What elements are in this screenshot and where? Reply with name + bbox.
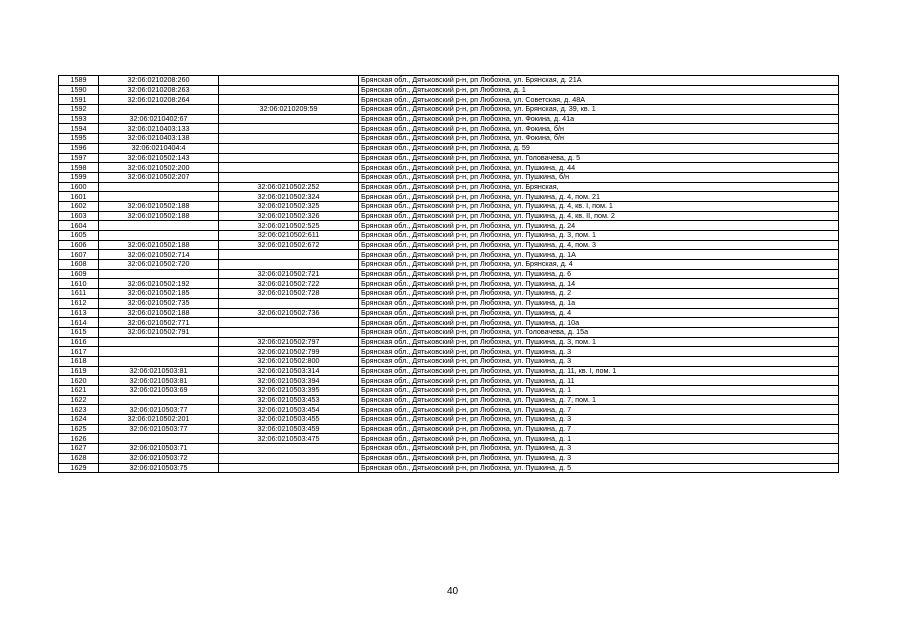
table-row [59, 153, 839, 163]
parcel-number-cell: 32:06:0210503:81 [99, 376, 219, 386]
object-number-cell: 32:06:0210502:722 [219, 279, 359, 289]
object-number-cell [219, 143, 359, 153]
object-number-cell: 32:06:0210503:453 [219, 395, 359, 405]
row-number-cell: 1611 [59, 289, 99, 299]
table-row [59, 231, 839, 241]
parcel-number-cell: 32:06:0210503:69 [99, 386, 219, 396]
parcel-number-cell: 32:06:0210502:771 [99, 318, 219, 328]
table-row [59, 134, 839, 144]
row-number-cell: 1623 [59, 405, 99, 415]
table-row [59, 453, 839, 463]
row-number-cell: 1622 [59, 395, 99, 405]
object-number-cell [219, 463, 359, 473]
row-number-cell: 1597 [59, 153, 99, 163]
row-number-cell: 1604 [59, 221, 99, 231]
row-number-cell: 1629 [59, 463, 99, 473]
address-cell: Брянская обл., Дятьковский р-н, рп Любохна, ул. Пушкина, д. 2 [359, 289, 839, 299]
object-number-cell: 32:06:0210503:395 [219, 386, 359, 396]
object-number-cell [219, 172, 359, 182]
object-number-cell [219, 327, 359, 337]
table-row [59, 308, 839, 318]
object-number-cell [219, 250, 359, 260]
table-row [59, 386, 839, 396]
table-row [59, 201, 839, 211]
table-row [59, 250, 839, 260]
table-row [59, 260, 839, 270]
address-cell: Брянская обл., Дятьковский р-н, рп Любохна, ул. Пушкина, д. 3 [359, 356, 839, 366]
page-number: 40 [446, 586, 459, 597]
table-row [59, 269, 839, 279]
parcel-number-cell: 32:06:0210404:4 [99, 143, 219, 153]
address-cell: Брянская обл., Дятьковский р-н, рп Любохна, ул. Пушкина, д. 7, пом. 1 [359, 395, 839, 405]
table-row [59, 434, 839, 444]
cadastral-table [58, 75, 839, 473]
parcel-number-cell: 32:06:0210402:67 [99, 114, 219, 124]
address-cell: Брянская обл., Дятьковский р-н, рп Любохна, ул. Фокина, б/н [359, 134, 839, 144]
row-number-cell: 1617 [59, 347, 99, 357]
parcel-number-cell: 32:06:0210502:188 [99, 240, 219, 250]
object-number-cell [219, 114, 359, 124]
row-number-cell: 1626 [59, 434, 99, 444]
table-row [59, 424, 839, 434]
address-cell: Брянская обл., Дятьковский р-н, рп Любохна, ул. Пушкина, б/н [359, 172, 839, 182]
object-number-cell: 32:06:0210502:252 [219, 182, 359, 192]
row-number-cell: 1593 [59, 114, 99, 124]
parcel-number-cell: 32:06:0210502:192 [99, 279, 219, 289]
row-number-cell: 1601 [59, 192, 99, 202]
address-cell: Брянская обл., Дятьковский р-н, рп Любохна, ул. Пушкина, д. 4, пом. 21 [359, 192, 839, 202]
row-number-cell: 1624 [59, 415, 99, 425]
address-cell: Брянская обл., Дятьковский р-н, рп Любохна, д. 1 [359, 85, 839, 95]
address-cell: Брянская обл., Дятьковский р-н, рп Любохна, ул. Пушкина, д. 24 [359, 221, 839, 231]
table-row [59, 95, 839, 105]
row-number-cell: 1605 [59, 231, 99, 241]
address-cell: Брянская обл., Дятьковский р-н, рп Любохна, ул. Пушкина, д. 5 [359, 463, 839, 473]
address-cell: Брянская обл., Дятьковский р-н, рп Любохна, ул. Пушкина, д. 4, пом. 3 [359, 240, 839, 250]
row-number-cell: 1618 [59, 356, 99, 366]
object-number-cell: 32:06:0210502:672 [219, 240, 359, 250]
table-row [59, 221, 839, 231]
row-number-cell: 1610 [59, 279, 99, 289]
table-row [59, 182, 839, 192]
table-row [59, 279, 839, 289]
object-number-cell: 32:06:0210502:525 [219, 221, 359, 231]
address-cell: Брянская обл., Дятьковский р-н, рп Любохна, ул. Пушкина, д. 6 [359, 269, 839, 279]
table-row [59, 463, 839, 473]
row-number-cell: 1592 [59, 105, 99, 115]
object-number-cell [219, 260, 359, 270]
address-cell: Брянская обл., Дятьковский р-н, рп Любохна, ул. Пушкина, д. 1а [359, 298, 839, 308]
row-number-cell: 1603 [59, 211, 99, 221]
address-cell: Брянская обл., Дятьковский р-н, рп Любохна, ул. Пушкина, д. 3 [359, 347, 839, 357]
table-row [59, 114, 839, 124]
address-cell: Брянская обл., Дятьковский р-н, рп Любохна, ул. Пушкина, д. 11 [359, 376, 839, 386]
table-row [59, 85, 839, 95]
object-number-cell: 32:06:0210502:324 [219, 192, 359, 202]
table-row [59, 444, 839, 454]
object-number-cell [219, 95, 359, 105]
table-row [59, 163, 839, 173]
parcel-number-cell [99, 221, 219, 231]
parcel-number-cell: 32:06:0210503:77 [99, 405, 219, 415]
parcel-number-cell: 32:06:0210502:188 [99, 201, 219, 211]
address-cell: Брянская обл., Дятьковский р-н, рп Любохна, ул. Брянская, [359, 182, 839, 192]
table-row [59, 327, 839, 337]
object-number-cell [219, 318, 359, 328]
row-number-cell: 1612 [59, 298, 99, 308]
address-cell: Брянская обл., Дятьковский р-н, рп Любохна, ул. Фокина, д. 41а [359, 114, 839, 124]
object-number-cell [219, 76, 359, 86]
parcel-number-cell [99, 356, 219, 366]
address-cell: Брянская обл., Дятьковский р-н, рп Любохна, ул. Брянская, д. 21А [359, 76, 839, 86]
address-cell: Брянская обл., Дятьковский р-н, рп Любохна, ул. Пушкина, д. 3 [359, 453, 839, 463]
parcel-number-cell [99, 347, 219, 357]
row-number-cell: 1625 [59, 424, 99, 434]
parcel-number-cell [99, 269, 219, 279]
object-number-cell: 32:06:0210503:455 [219, 415, 359, 425]
parcel-number-cell [99, 182, 219, 192]
row-number-cell: 1616 [59, 337, 99, 347]
address-cell: Брянская обл., Дятьковский р-н, рп Любохна, ул. Фокина, б/н [359, 124, 839, 134]
address-cell: Брянская обл., Дятьковский р-н, рп Любохна, ул. Пушкина, д. 14 [359, 279, 839, 289]
object-number-cell [219, 85, 359, 95]
row-number-cell: 1621 [59, 386, 99, 396]
table-row [59, 298, 839, 308]
parcel-number-cell [99, 105, 219, 115]
row-number-cell: 1628 [59, 453, 99, 463]
table-row [59, 211, 839, 221]
object-number-cell [219, 453, 359, 463]
address-cell: Брянская обл., Дятьковский р-н, рп Любохна, ул. Брянская, д. 39, кв. 1 [359, 105, 839, 115]
table-row [59, 395, 839, 405]
parcel-number-cell [99, 192, 219, 202]
parcel-number-cell: 32:06:0210502:143 [99, 153, 219, 163]
parcel-number-cell [99, 231, 219, 241]
parcel-number-cell: 32:06:0210208:264 [99, 95, 219, 105]
parcel-number-cell: 32:06:0210502:207 [99, 172, 219, 182]
row-number-cell: 1609 [59, 269, 99, 279]
table-row [59, 192, 839, 202]
row-number-cell: 1614 [59, 318, 99, 328]
table-row [59, 105, 839, 115]
object-number-cell [219, 124, 359, 134]
address-cell: Брянская обл., Дятьковский р-н, рп Любохна, ул. Пушкина, д. 4 [359, 308, 839, 318]
address-cell: Брянская обл., Дятьковский р-н, рп Любохна, ул. Брянская, д. 4 [359, 260, 839, 270]
object-number-cell: 32:06:0210502:728 [219, 289, 359, 299]
table-row [59, 337, 839, 347]
object-number-cell: 32:06:0210502:326 [219, 211, 359, 221]
object-number-cell: 32:06:0210503:475 [219, 434, 359, 444]
row-number-cell: 1589 [59, 76, 99, 86]
address-cell: Брянская обл., Дятьковский р-н, рп Любохна, ул. Пушкина, д. 7 [359, 424, 839, 434]
object-number-cell [219, 153, 359, 163]
table-row [59, 240, 839, 250]
address-cell: Брянская обл., Дятьковский р-н, рп Любохна, д. 59 [359, 143, 839, 153]
object-number-cell: 32:06:0210503:314 [219, 366, 359, 376]
parcel-number-cell: 32:06:0210502:188 [99, 308, 219, 318]
row-number-cell: 1591 [59, 95, 99, 105]
address-cell: Брянская обл., Дятьковский р-н, рп Любохна, ул. Пушкина, д. 4, кв. I, пом. 1 [359, 201, 839, 211]
parcel-number-cell: 32:06:0210502:185 [99, 289, 219, 299]
address-cell: Брянская обл., Дятьковский р-н, рп Любохна, ул. Головачева, д. 5 [359, 153, 839, 163]
table-row [59, 318, 839, 328]
object-number-cell: 32:06:0210209:59 [219, 105, 359, 115]
row-number-cell: 1613 [59, 308, 99, 318]
table-row [59, 376, 839, 386]
object-number-cell [219, 298, 359, 308]
table-body [59, 76, 839, 473]
address-cell: Брянская обл., Дятьковский р-н, рп Любохна, ул. Пушкина, д. 10а [359, 318, 839, 328]
object-number-cell: 32:06:0210502:736 [219, 308, 359, 318]
table-row [59, 76, 839, 86]
object-number-cell: 32:06:0210503:454 [219, 405, 359, 415]
address-cell: Брянская обл., Дятьковский р-н, рп Любохна, ул. Пушкина, д. 1 [359, 434, 839, 444]
address-cell: Брянская обл., Дятьковский р-н, рп Любохна, ул. Пушкина, д. 1 [359, 386, 839, 396]
address-cell: Брянская обл., Дятьковский р-н, рп Любохна, ул. Пушкина, д. 3, пом. 1 [359, 337, 839, 347]
table-row [59, 124, 839, 134]
table-row [59, 289, 839, 299]
object-number-cell: 32:06:0210502:721 [219, 269, 359, 279]
parcel-number-cell [99, 395, 219, 405]
row-number-cell: 1590 [59, 85, 99, 95]
object-number-cell: 32:06:0210502:799 [219, 347, 359, 357]
address-cell: Брянская обл., Дятьковский р-н, рп Любохна, ул. Пушкина, д. 1А [359, 250, 839, 260]
parcel-number-cell: 32:06:0210503:81 [99, 366, 219, 376]
row-number-cell: 1627 [59, 444, 99, 454]
table-row [59, 356, 839, 366]
row-number-cell: 1615 [59, 327, 99, 337]
table-row [59, 415, 839, 425]
table-row [59, 143, 839, 153]
parcel-number-cell: 32:06:0210502:201 [99, 415, 219, 425]
row-number-cell: 1598 [59, 163, 99, 173]
table-row [59, 405, 839, 415]
parcel-number-cell: 32:06:0210502:188 [99, 211, 219, 221]
row-number-cell: 1620 [59, 376, 99, 386]
parcel-number-cell: 32:06:0210502:720 [99, 260, 219, 270]
address-cell: Брянская обл., Дятьковский р-н, рп Любохна, ул. Пушкина, д. 3, пом. 1 [359, 231, 839, 241]
parcel-number-cell: 32:06:0210208:263 [99, 85, 219, 95]
row-number-cell: 1596 [59, 143, 99, 153]
row-number-cell: 1607 [59, 250, 99, 260]
row-number-cell: 1602 [59, 201, 99, 211]
address-cell: Брянская обл., Дятьковский р-н, рп Любохна, ул. Пушкина, д. 3 [359, 444, 839, 454]
address-cell: Брянская обл., Дятьковский р-н, рп Любохна, ул. Пушкина, д. 4, кв. II, пом. 2 [359, 211, 839, 221]
object-number-cell: 32:06:0210502:611 [219, 231, 359, 241]
object-number-cell [219, 134, 359, 144]
object-number-cell [219, 444, 359, 454]
parcel-number-cell: 32:06:0210503:72 [99, 453, 219, 463]
parcel-number-cell [99, 337, 219, 347]
parcel-number-cell: 32:06:0210503:77 [99, 424, 219, 434]
object-number-cell: 32:06:0210502:800 [219, 356, 359, 366]
parcel-number-cell: 32:06:0210502:714 [99, 250, 219, 260]
address-cell: Брянская обл., Дятьковский р-н, рп Любохна, ул. Пушкина, д. 11, кв. I, пом. 1 [359, 366, 839, 376]
table-row [59, 172, 839, 182]
object-number-cell: 32:06:0210503:459 [219, 424, 359, 434]
address-cell: Брянская обл., Дятьковский р-н, рп Любохна, ул. Головачева, д. 15а [359, 327, 839, 337]
parcel-number-cell: 32:06:0210403:138 [99, 134, 219, 144]
address-cell: Брянская обл., Дятьковский р-н, рп Любохна, ул. Пушкина, д. 44 [359, 163, 839, 173]
row-number-cell: 1608 [59, 260, 99, 270]
address-cell: Брянская обл., Дятьковский р-н, рп Любохна, ул. Советская, д. 48А [359, 95, 839, 105]
object-number-cell [219, 163, 359, 173]
row-number-cell: 1594 [59, 124, 99, 134]
parcel-number-cell: 32:06:0210208:260 [99, 76, 219, 86]
row-number-cell: 1599 [59, 172, 99, 182]
parcel-number-cell: 32:06:0210502:791 [99, 327, 219, 337]
table-row [59, 366, 839, 376]
address-cell: Брянская обл., Дятьковский р-н, рп Любохна, ул. Пушкина, д. 3 [359, 415, 839, 425]
row-number-cell: 1595 [59, 134, 99, 144]
table-row [59, 347, 839, 357]
row-number-cell: 1600 [59, 182, 99, 192]
parcel-number-cell: 32:06:0210503:71 [99, 444, 219, 454]
row-number-cell: 1606 [59, 240, 99, 250]
object-number-cell: 32:06:0210502:797 [219, 337, 359, 347]
object-number-cell: 32:06:0210503:394 [219, 376, 359, 386]
parcel-number-cell: 32:06:0210503:75 [99, 463, 219, 473]
parcel-number-cell: 32:06:0210403:133 [99, 124, 219, 134]
parcel-number-cell [99, 434, 219, 444]
address-cell: Брянская обл., Дятьковский р-н, рп Любохна, ул. Пушкина, д. 7 [359, 405, 839, 415]
row-number-cell: 1619 [59, 366, 99, 376]
parcel-number-cell: 32:06:0210502:735 [99, 298, 219, 308]
object-number-cell: 32:06:0210502:325 [219, 201, 359, 211]
parcel-number-cell: 32:06:0210502:200 [99, 163, 219, 173]
